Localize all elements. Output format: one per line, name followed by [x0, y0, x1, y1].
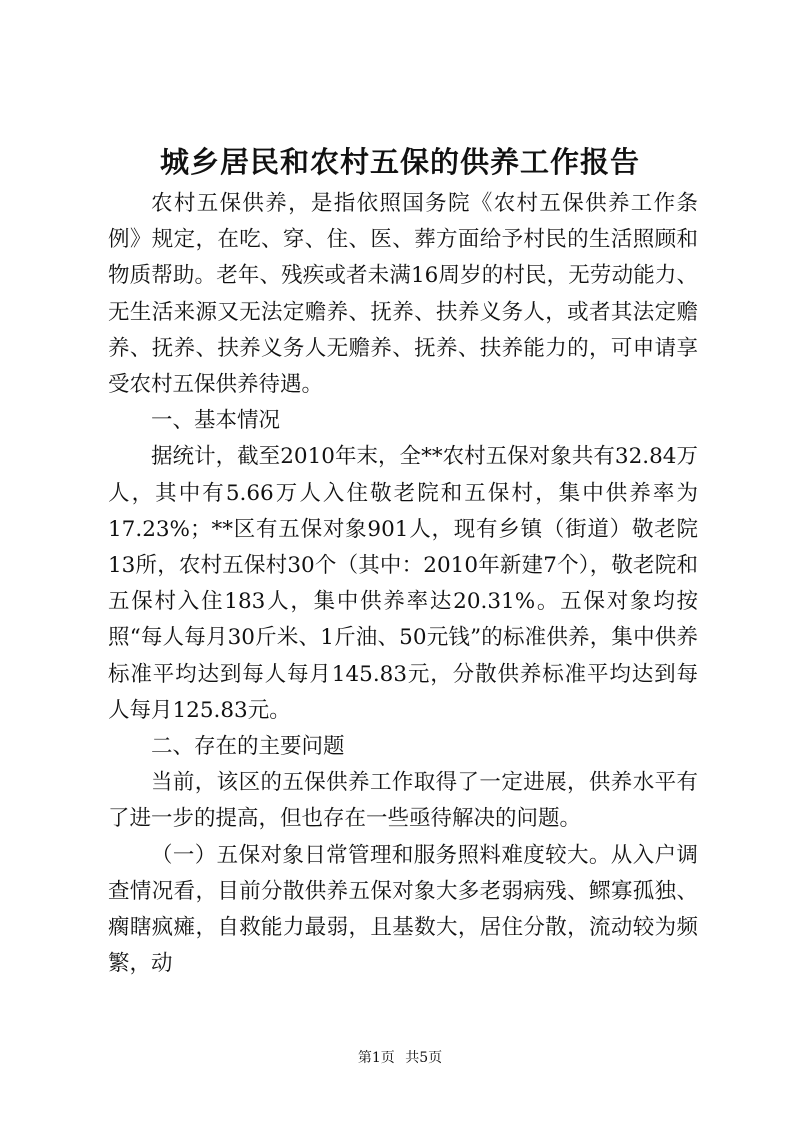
paragraph-statistics: 据统计，截至2010年末，全**农村五保对象共有32.84万人，其中有5.66万人入住敬老院和五保村，集中供养率为17.23%；**区有五保对象901人，现有乡镇（街道）敬老院13所，农村五保村30个（其中：2010年新建7个），敬老院和五保村入住183人，集中供养率达20.31%。五保对象均按照“每人每月30斤米、1斤油、50元钱”的标准供养，集中供养标准平均达到每人每月145.83元，分散供养标准平均达到每人每月125.83元。 — [108, 444, 698, 723]
document-body — [108, 186, 698, 982]
section-heading-basic-situation: 一、基本情况 — [151, 408, 281, 434]
paragraph-problems-intro: 当前，该区的五保供养工作取得了一定进展，供养水平有了进一步的提高，但也存在一些亟待解决的问题。 — [108, 770, 698, 832]
page-total: 共5页 — [405, 1050, 443, 1066]
paragraph-problem-one: （一）五保对象日常管理和服务照料难度较大。从入户调查情况看，目前分散供养五保对象大多老弱病残、鳏寡孤独、瘸瞎疯瘫，自救能力最弱，且基数大，居住分散，流动较为频繁，动 — [108, 842, 698, 977]
section-heading-main-problems: 二、存在的主要问题 — [151, 734, 345, 760]
document-title: 城乡居民和农村五保的供养工作报告 — [159, 145, 640, 179]
page-number: 第1页 — [357, 1050, 395, 1066]
page-footer — [0, 1048, 800, 1068]
paragraph-intro: 农村五保供养，是指依照国务院《农村五保供养工作条例》规定，在吃、穿、住、医、葬方面给予村民的生活照顾和物质帮助。老年、残疾或者未满16周岁的村民，无劳动能力、无生活来源又无法定赡养、抚养、扶养义务人，或者其法定赡养、抚养、扶养义务人无赡养、抚养、扶养能力的，可申请享受农村五保供养待遇。 — [108, 191, 698, 398]
